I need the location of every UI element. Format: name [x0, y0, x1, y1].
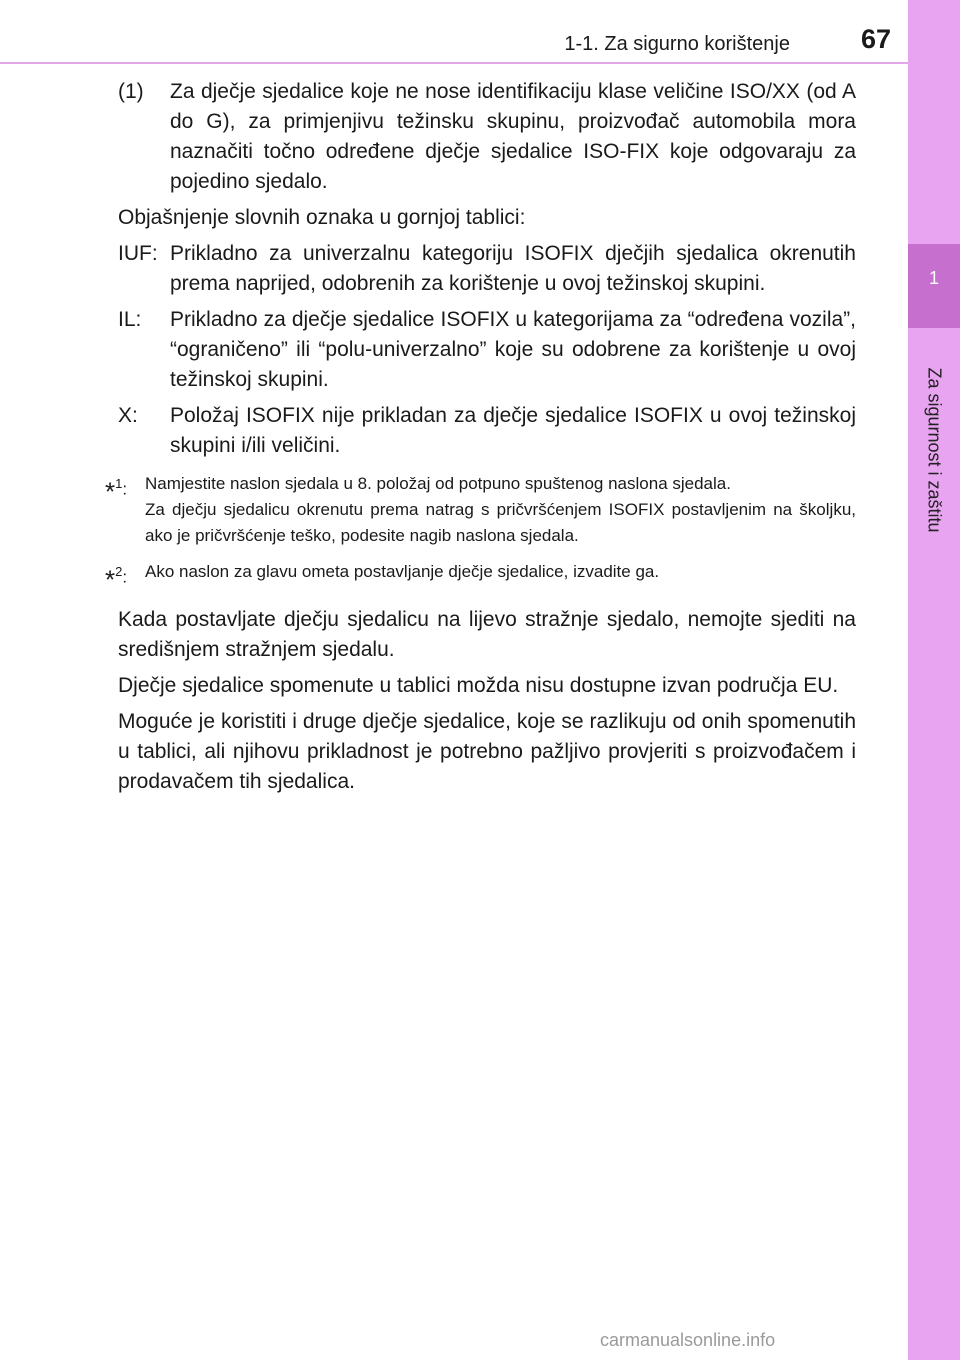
note-text: Za dječje sjedalice koje ne nose identifikaciju klase veličine ISO/XX (od A do G), za primjenjivu težinsku skupinu, proizvođač automobila mora naznačiti točno određene dječje sjedalice ISO-FIX koje odgovaraju za pojedino sjedalo. [170, 80, 856, 193]
legend-label: IUF: [118, 242, 158, 265]
footnote-text: Namjestite naslon sjedala u 8. položaj od potpuno spuštenog naslona sjedala. [145, 474, 731, 493]
body-paragraph: Dječje sjedalice spomenute u tablici možda nisu dostupne izvan područja EU. [118, 673, 839, 697]
legend-text: Položaj ISOFIX nije prikladan za dječje sjedalice ISOFIX u ovoj težinskoj skupini i/ili veličini. [170, 404, 856, 457]
legend-item-iuf [118, 239, 856, 299]
body-paragraph: Kada postavljate dječju sjedalicu na lijevo stražnje sjedalo, nemojte sjediti na središnjem stražnjem sjedalu. [118, 607, 856, 661]
legend-item-il [118, 305, 856, 395]
note-item-1 [118, 77, 856, 197]
header-section-title: 1-1. Za sigurno korištenje [564, 33, 790, 55]
legend-item-x [118, 401, 856, 461]
footnote-marker: *$^2$: [105, 564, 128, 595]
legend-text: Prikladno za dječje sjedalice ISOFIX u kategorijama za “određena vozila”, “ograničeno” ili “polu-univerzalno” koje su odobrene za korištenje u ovoj težinskoj skupini. [170, 308, 856, 391]
legend-label: X: [118, 404, 138, 427]
body-paragraph: Moguće je koristiti i druge dječje sjedalice, koje se razlikuju od onih spomenutih u tablici, ali njihovu prikladnost je potrebno pažljivo provjeriti s proizvođačem i prodavačem tih sjedalica. [118, 709, 856, 793]
chapter-number: 1 [928, 268, 939, 288]
watermark: carmanualsonline.info [600, 1330, 776, 1350]
footnote-2 [105, 559, 856, 593]
footnote-1 [105, 471, 856, 549]
side-tab [908, 0, 960, 1360]
page-number: 67 [860, 24, 892, 54]
chapter-title: Za sigurnost i zaštitu [924, 367, 945, 533]
footnote-text: Za dječju sjedalicu okrenutu prema natrag s pričvršćenjem ISOFIX postavljenim na školjku, ako je pričvršćenje teško, podesite nagib naslona sjedala. [145, 500, 856, 545]
legend-intro: Objašnjenje slovnih oznaka u gornjoj tablici: [118, 206, 526, 229]
note-label: (1) [118, 80, 144, 103]
page-content [105, 77, 856, 803]
legend-label: IL: [118, 308, 142, 331]
legend-text: Prikladno za univerzalnu kategoriju ISOFIX dječjih sjedalica okrenutih prema naprijed, odobrenih za korištenje u ovoj težinskoj skupini. [170, 242, 856, 295]
footnote-text: Ako naslon za glavu ometa postavljanje dječje sjedalice, izvadite ga. [145, 562, 660, 581]
footnote-marker: *$^1$: [105, 476, 128, 507]
header-divider [0, 62, 908, 64]
